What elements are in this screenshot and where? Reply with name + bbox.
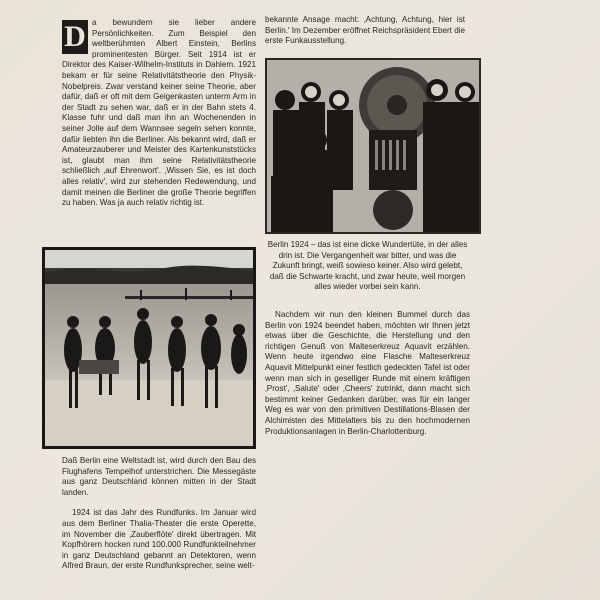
einstein-paragraph: a bewundern sie lieber andere Persönlichkeiten. Zum Beispiel den weltberühmten Albert Einstein, Berlins prominentesten Bürger. Seit 1914 ist er Direktor des Kaiser-Wilhelm-Instituts in Dahlem. 1921 bekam er für seine Relativitätstheorie den Physik-Nobelpreis. Zwar verstand keiner seine Theorie, aber dafür, daß er oft mit dem Geigenkasten unterm Arm in der Stadt zu sehen war, daß er in der Bahn stets 4. Klasse fuhr und daß man ihn an Wochenenden in seiner Jolle auf dem Wannsee segeln sehen konnte, dafür liebten ihn die Berliner. Als bekannt wird, daß er Amateurzauberer und Meister des Kartenkunststücks ist, glaubt man ihm seine Relativitätstheorie schließlich ‚auf Ehrenwort'. ‚Wissen Sie, es ist doch alles relativ', wird zur stehenden Redewendung, und damit meinen die Berliner die große Theorie begriffen zu haben. Was ja auch relativ richtig ist.	[62, 18, 256, 208]
radio-photo-image	[267, 60, 479, 232]
left-column-top	[62, 18, 256, 209]
right-column-middle	[265, 240, 470, 293]
rundfunk-paragraph: 1924 ist das Jahr des Rundfunks. Im Januar wird aus dem Berliner Thalia-Theater die erste Operette, im November die ‚Zauberflöte' direkt übertragen. Mit Kopfhörern hocken rund 100.000 Rundfunkteilnehmer in ganz Deutschland gebannt an Detektoren, wenn Alfred Braun, der erste Rundfunksprecher, seine welt-	[62, 508, 256, 571]
left-column-bottom	[62, 456, 256, 572]
right-column-top	[265, 15, 465, 47]
beach-photo-image	[45, 250, 253, 446]
aquavit-paragraph: Nachdem wir nun den kleinen Bummel durch das Berlin von 1924 beendet haben, möchten wir Ihnen jetzt etwas über die Geschichte, die Herstellung und den richtigen Genuß von Malteserkreuz Aquavit erzählen. Wenn heute irgendwo eine Flasche Malteserkreuz Aquavit Mittelpunkt einer festlich gedeckten Tafel ist oder wenn man sich in geselliger Runde mit einem kräftigen ‚Prost', ‚Salute' oder ‚Cheers' zutrinkt, dann macht sich bestimmt keiner Gedanken darüber, was für ein langer Weg es war von den primitiven Destillations-Blasen der Alchimisten des Mittelalters bis zu den hochmodernen Produktionsanlagen in Berlin-Charlottenburg.	[265, 310, 470, 436]
radio-photo	[265, 58, 481, 234]
tempelhof-paragraph: Daß Berlin eine Weltstadt ist, wird durch den Bau des Flughafens Tempelhof unterstrichen. Die Messegäste aus ganz Deutschland können mitten in der Stadt landen.	[62, 456, 256, 497]
ansage-paragraph: bekannte Ansage macht: ‚Achtung, Achtung, hier ist Berlin.' Im Dezember eröffnet Reichspräsident Ebert die erste Funkausstellung.	[265, 15, 465, 46]
beach-photo	[42, 247, 256, 449]
wundertuete-paragraph: Berlin 1924 – das ist eine dicke Wundertüte, in der alles drin ist. Die Vergangenheit war bitter, und was die Zukunft bringt, weiß sowieso keiner. Also wird gelebt, daß die Schwarte kracht, und zwar heute, weil morgen alles wieder vorbei sein kann.	[267, 240, 468, 292]
right-column-bottom	[265, 310, 470, 437]
dropcap: D	[62, 20, 88, 54]
